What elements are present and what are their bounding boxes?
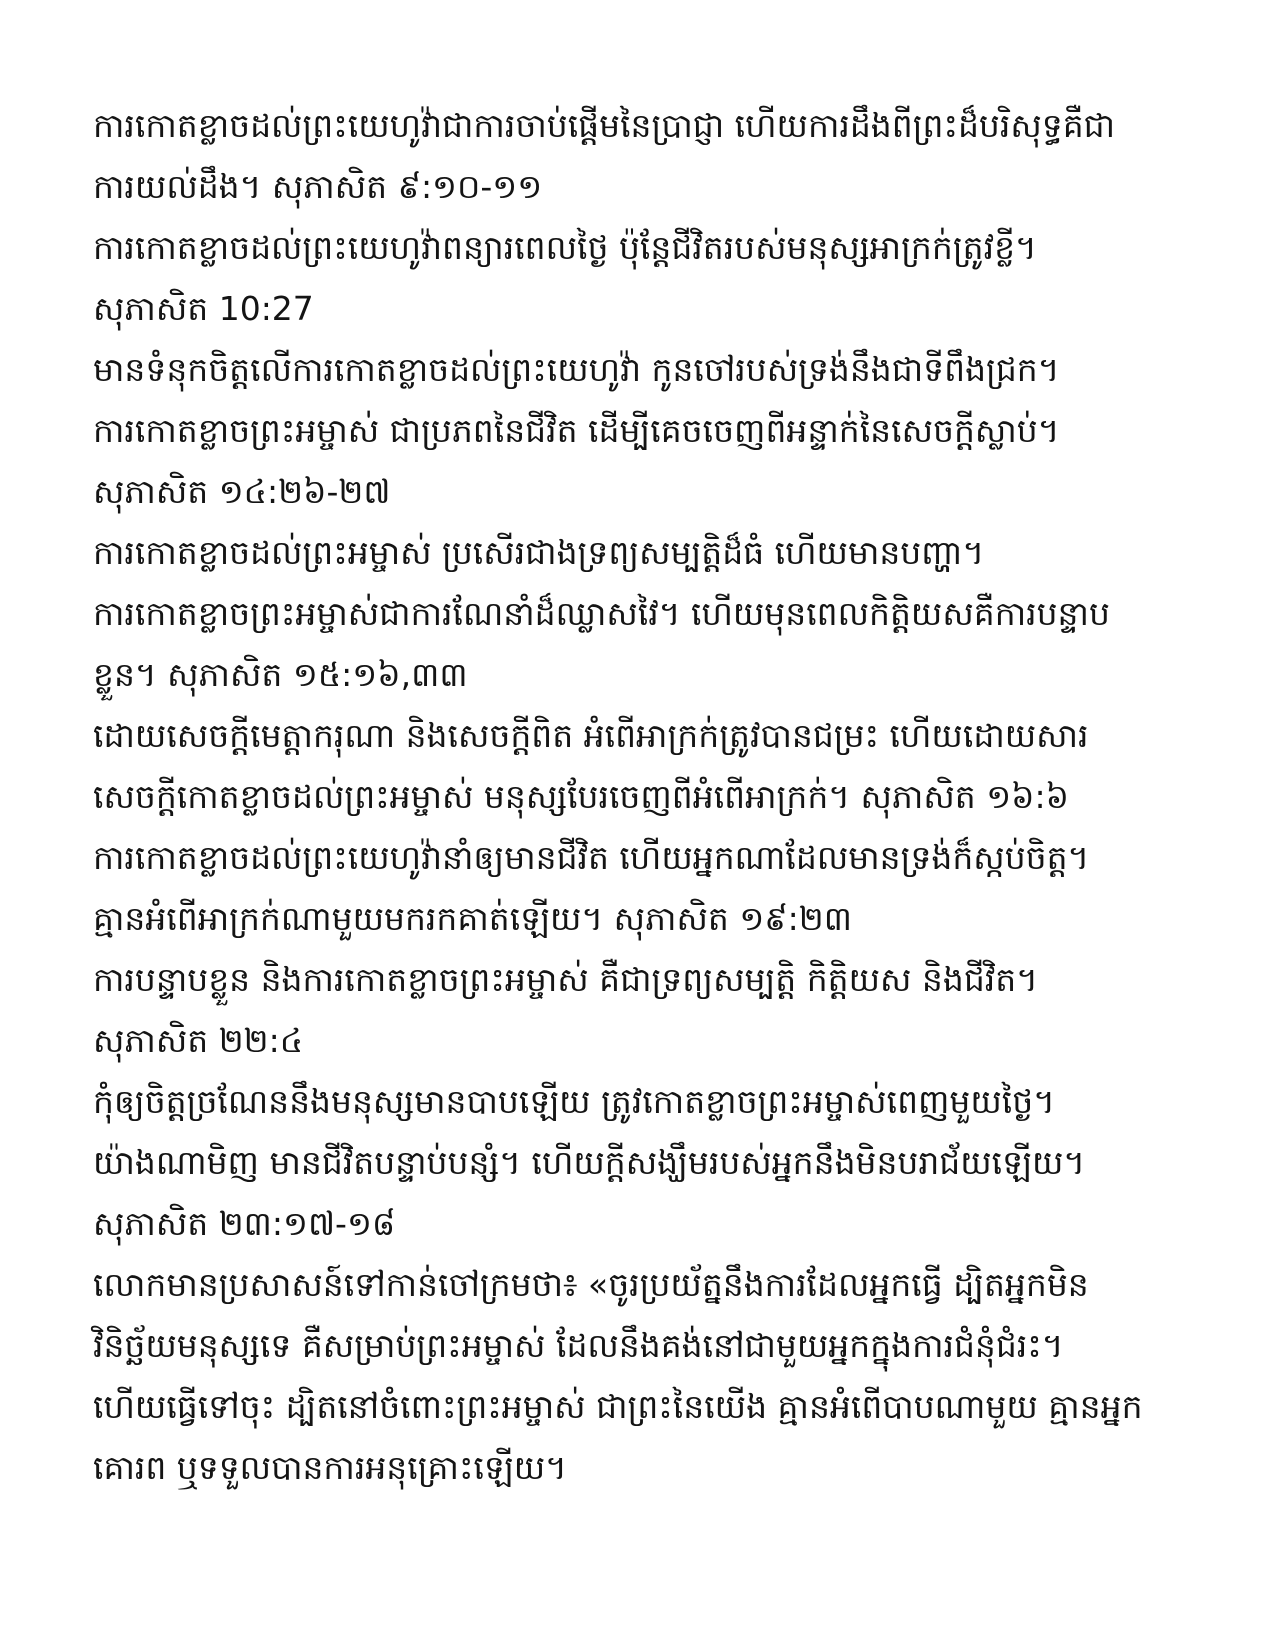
text-line: កុំឲ្យចិត្តច្រណែននឹងមនុស្សមានបាបឡើយ ត្រូវកោតខ្លាចព្រះអម្ចាស់ពេញមួយថ្ងៃ។ bbox=[93, 1082, 1055, 1121]
text-line: ការកោតខ្លាចដល់ព្រះយេហូវ៉ាជាការចាប់ផ្តើមនៃប្រាជ្ញា ហើយការដឹងពីព្រះដ៏បរិសុទ្ធគឺជា bbox=[93, 106, 1116, 145]
text-line: ហើយធ្វើទៅចុះ ដ្បិតនៅចំពោះព្រះអម្ចាស់ ជាព្រះនៃយើង គ្មានអំពើបាបណាមួយ គ្មានអ្នក bbox=[93, 1387, 1143, 1426]
text-line: ការកោតខ្លាចដល់ព្រះអម្ចាស់ ប្រសើរជាងទ្រព្យសម្បត្តិដ៏ធំ ហើយមានបញ្ហា។ bbox=[93, 533, 985, 572]
text-line: ការកោតខ្លាចដល់ព្រះយេហូវ៉ាពន្យារពេលថ្ងៃ ប៉ុន្តែជីវិតរបស់មនុស្សអាក្រក់ត្រូវខ្លី។ bbox=[93, 228, 1037, 267]
text-line: យ៉ាងណាមិញ មានជីវិតបន្ទាប់បន្សំ។ ហើយក្តីសង្ឃឹមរបស់អ្នកនឹងមិនបរាជ័យឡើយ។ bbox=[93, 1143, 1086, 1182]
text-line: គោរព ឬទទួលបានការអនុគ្រោះឡើយ។ bbox=[93, 1448, 567, 1487]
document-text bbox=[93, 95, 1203, 1498]
text-line: ការយល់ដឹង។ សុភាសិត ៩:១០-១១ bbox=[93, 167, 543, 206]
text-line: ការបន្ទាបខ្លួន និងការកោតខ្លាចព្រះអម្ចាស់ គឺជាទ្រព្យសម្បត្តិ កិត្តិយស និងជីវិត។ bbox=[93, 960, 1038, 999]
text-line: ការកោតខ្លាចដល់ព្រះយេហូវ៉ានាំឲ្យមានជីវិត ហើយអ្នកណាដែលមានទ្រង់ក៏ស្កប់ចិត្ត។ bbox=[93, 838, 1090, 877]
text-line: ដោយសេចក្តីមេត្តាករុណា និងសេចក្តីពិត អំពើអាក្រក់ត្រូវបានជម្រះ ហើយដោយសារ bbox=[93, 716, 1089, 755]
text-line: សុភាសិត 10:27 bbox=[93, 289, 314, 328]
text-line: ការកោតខ្លាចព្រះអម្ចាស់ ជាប្រភពនៃជីវិត ដើម្បីគេចចេញពីអន្ទាក់នៃសេចក្តីស្លាប់។ bbox=[93, 411, 1060, 450]
text-line: សុភាសិត ២២:៤ bbox=[93, 1021, 304, 1060]
text-line: សុភាសិត ២៣:១៧-១៨ bbox=[93, 1204, 396, 1243]
text-line: សុភាសិត ១៤:២៦-២៧ bbox=[93, 472, 391, 511]
text-line: ការកោតខ្លាចព្រះអម្ចាស់ជាការណែនាំដ៏ឈ្លាសវៃ។ ហើយមុនពេលកិត្តិយសគឺការបន្ទាប bbox=[93, 594, 1110, 633]
text-line: មានទំនុកចិត្តលើការកោតខ្លាចដល់ព្រះយេហូវ៉ា កូនចៅរបស់ទ្រង់នឹងជាទីពឹងជ្រក។ bbox=[93, 350, 1060, 389]
text-line: វិនិច្ឆ័យមនុស្សទេ គឺសម្រាប់ព្រះអម្ចាស់ ដែលនឹងគង់នៅជាមួយអ្នកក្នុងការជំនុំជំរះ។ bbox=[93, 1326, 1064, 1365]
text-line: លោកមានប្រសាសន៍ទៅកាន់ចៅក្រមថា៖ «ចូរប្រយ័ត្ននឹងការដែលអ្នកធ្វើ ដ្បិតអ្នកមិន bbox=[93, 1265, 1089, 1304]
text-line: សេចក្តីកោតខ្លាចដល់ព្រះអម្ចាស់ មនុស្សបែរចេញពីអំពើអាក្រក់។ សុភាសិត ១៦:៦ bbox=[93, 777, 1070, 816]
text-line: គ្មានអំពើអាក្រក់ណាមួយមករកគាត់ឡើយ។ សុភាសិត ១៩:២៣ bbox=[93, 899, 852, 938]
text-line: ខ្លួន។ សុភាសិត ១៥:១៦,៣៣ bbox=[93, 655, 468, 694]
